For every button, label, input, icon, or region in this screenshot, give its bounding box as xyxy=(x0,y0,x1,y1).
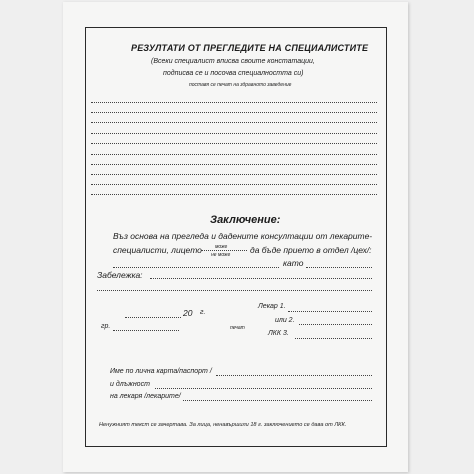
names-field-1[interactable] xyxy=(216,375,372,376)
findings-line[interactable] xyxy=(91,174,377,175)
names-line-3: на лекаря /лекарите/ xyxy=(110,393,181,400)
findings-line[interactable] xyxy=(91,133,377,134)
conclusion-line-2b: да бъде прието в отдел /цех/: xyxy=(250,245,372,255)
findings-line[interactable] xyxy=(91,122,377,123)
findings-line[interactable] xyxy=(91,112,377,113)
option-can: може xyxy=(215,244,228,250)
position-field[interactable] xyxy=(306,267,372,268)
instructions-line-3: поставя се печат на здравното заведение xyxy=(189,82,292,88)
conclusion-heading: Заключение: xyxy=(210,214,281,226)
note-label: Забележка: xyxy=(97,270,143,280)
names-field-3[interactable] xyxy=(183,400,372,401)
names-line-2: и длъжност xyxy=(110,381,150,388)
conclusion-line-1: Въз основа на прегледа и дадените консултации от лекарите- xyxy=(113,231,373,241)
city-label: гр. xyxy=(101,323,111,330)
city-field[interactable] xyxy=(113,330,179,331)
findings-line[interactable] xyxy=(91,102,377,103)
date-year-suffix: г. xyxy=(200,309,206,316)
date-field[interactable] xyxy=(125,317,181,318)
findings-line[interactable] xyxy=(91,164,377,165)
stamp-label: печат xyxy=(230,325,245,331)
date-year: 20 xyxy=(183,308,193,318)
conclusion-line-2a: специалисти, лицето xyxy=(113,245,202,255)
person-name-field[interactable] xyxy=(201,250,247,251)
instructions-line-1: (Всеки специалист вписва своите констатации, xyxy=(151,58,315,65)
lkk-label: ЛКК 3. xyxy=(268,330,289,337)
doctor-1-field[interactable] xyxy=(288,311,372,312)
findings-line[interactable] xyxy=(91,184,377,185)
names-line-1: Име по лична карта/паспорт / xyxy=(110,368,212,375)
form-title: РЕЗУЛТАТИ ОТ ПРЕГЛЕДИТЕ НА СПЕЦИАЛИСТИТЕ xyxy=(131,43,369,53)
department-field[interactable] xyxy=(113,267,279,268)
lkk-field[interactable] xyxy=(295,338,372,339)
note-field-1[interactable] xyxy=(150,278,372,279)
findings-line[interactable] xyxy=(91,194,377,195)
form-page xyxy=(63,2,408,472)
as-label: като xyxy=(283,258,304,268)
doctor-2-field[interactable] xyxy=(299,324,372,325)
findings-line[interactable] xyxy=(91,143,377,144)
doctor-2-label: или 2. xyxy=(275,317,295,324)
footer-note: Ненужният текст се зачертава. За лица, ненавършили 18 г. заключението се дава от ЛКК. xyxy=(99,422,347,428)
names-field-2[interactable] xyxy=(155,388,372,389)
note-field-2[interactable] xyxy=(97,290,372,291)
instructions-line-2: подписва се и посочва специалността си) xyxy=(163,70,304,77)
doctor-1-label: Лекар 1. xyxy=(258,303,286,310)
option-cannot: не може xyxy=(211,252,231,258)
findings-line[interactable] xyxy=(91,154,377,155)
